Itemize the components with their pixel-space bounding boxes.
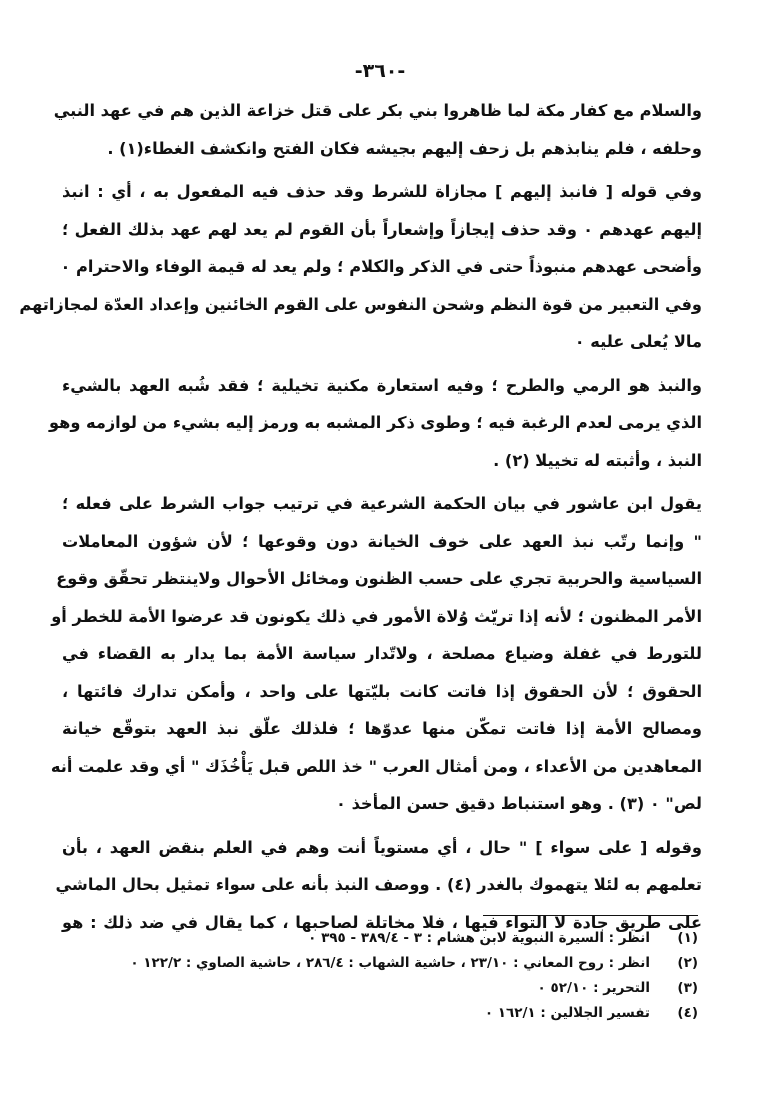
footnote-number: (٤) — [677, 1005, 698, 1021]
text-line-13: السياسية والحربية تجري على حسب الظنون ومخائل الأحوال ولاينتظر تحقّق وقوع — [56, 569, 702, 588]
footnote-2 — [58, 951, 698, 976]
text-line-17: ومصالح الأمة إذا فاتت تمكّن منها عدوّها ؛ فلذلك علّق نبذ العهد بتوقّع خيانة — [62, 719, 702, 738]
text-line-3: وفي قوله [ فانبذ إليهم ] مجازاة للشرط وقد حذف فيه المفعول به ، أي : انبذ — [62, 182, 702, 201]
footnote-text: تفسير الجلالين : ١٦٢/١ ٠ — [484, 1005, 650, 1021]
footnote-text: انظر : روح المعاني : ٢٣/١٠ ، حاشية الشهاب : ٢٨٦/٤ ، حاشية الصاوي : ١٢٢/٢ ٠ — [130, 955, 650, 971]
text-line-11: يقول ابن عاشور في بيان الحكمة الشرعية في ترتيب جواب الشرط على فعله ؛ — [62, 494, 702, 513]
footnote-number: (٣) — [677, 980, 698, 996]
text-line-9: الذي يرمى لعدم الرغبة فيه ؛ وطوى ذكر المشبه به ورمز إليه بشيء من لوازمه وهو — [48, 413, 702, 432]
body-text — [19, 92, 702, 941]
footnote-number: (١) — [677, 930, 698, 946]
text-line-12: " وإنما رتّب نبذ العهد على خوف الخيانة دون وقوعها ؛ لأن شؤون المعاملات — [62, 531, 702, 551]
text-line-15: للتورط في غفلة وضياع مصلحة ، ولاتّدار سياسة الأمة بما يدار به القضاء في — [62, 644, 702, 663]
page-number: -٣٦٠- — [354, 60, 406, 82]
text-line-1: والسلام مع كفار مكة لما ظاهروا بني بكر على قتل خزاعة الذين هم في عهد النبي — [53, 101, 702, 120]
text-line-5: وأضحى عهدهم منبوذاً حتى في الذكر والكلام ؛ ولم يعد له قيمة الوفاء والاحترام ٠ — [60, 257, 702, 276]
footnote-text: التحرير : ٥٢/١٠ ٠ — [537, 980, 650, 996]
text-line-18: المعاهدين من الأعداء ، ومن أمثال العرب " خذ اللص قبل يَأْخُذَك " أي وقد علمت أنه — [50, 756, 702, 776]
footnote-divider — [483, 915, 698, 916]
footnote-1 — [58, 926, 698, 951]
footnote-3 — [58, 976, 698, 1001]
text-line-6: وفي التعبير من قوة النظم وشحن النفوس على القوم الخائنين وإعداد العدّة لمجازاتهم — [19, 294, 702, 314]
text-line-7: مالا يُعلى عليه ٠ — [574, 332, 702, 351]
text-line-14: الأمر المظنون ؛ لأنه إذا تريّث وُلاة الأمور في ذلك يكونون قد عرضوا الأمة للخطر أو — [51, 606, 702, 626]
text-line-4: إليهم عهدهم ٠ وقد حذف إيجازاً وإشعاراً بأن القوم لم يعد لهم عهد بذلك الفعل ؛ — [62, 219, 702, 239]
text-line-20: وقوله [ على سواء ] " حال ، أي مستوياً أنت وهم في العلم بنقض العهد ، بأن — [62, 837, 702, 857]
footnote-number: (٢) — [677, 955, 698, 971]
text-line-22: على طريق جادة لا التواء فيها ، فلا مخاتلة لصاحبها ، كما يقال في ضد ذلك : هو — [62, 912, 702, 932]
footnotes — [58, 926, 698, 1026]
text-line-10: النبذ ، وأثبته له تخييلا (٢) . — [493, 450, 702, 470]
footnote-4 — [58, 1001, 698, 1026]
text-line-21: تعلمهم به لئلا يتهموك بالغدر (٤) . ووصف النبذ بأنه على سواء تمثيل بحال الماشي — [55, 875, 702, 894]
text-line-2: وحلفه ، فلم ينابذهم بل زحف إليهم بجيشه فكان الفتح وانكشف الغطاء(١) . — [107, 138, 702, 158]
text-line-16: الحقوق ؛ لأن الحقوق إذا فاتت كانت بليّتها على واحد ، وأمكن تدارك فائتها ، — [62, 681, 702, 701]
text-line-8: والنبذ هو الرمي والطرح ؛ وفيه استعارة مكنية تخيلية ؛ فقد شُبه العهد بالشيء — [62, 375, 702, 395]
footnote-text: انظر : السيرة النبوية لابن هشام : ٣ - ٣٨٩/٤ - ٣٩٥ ٠ — [308, 930, 650, 946]
text-line-19: لص" ٠ (٣) . وهو استنباط دقيق حسن المأخذ ٠ — [336, 794, 702, 813]
